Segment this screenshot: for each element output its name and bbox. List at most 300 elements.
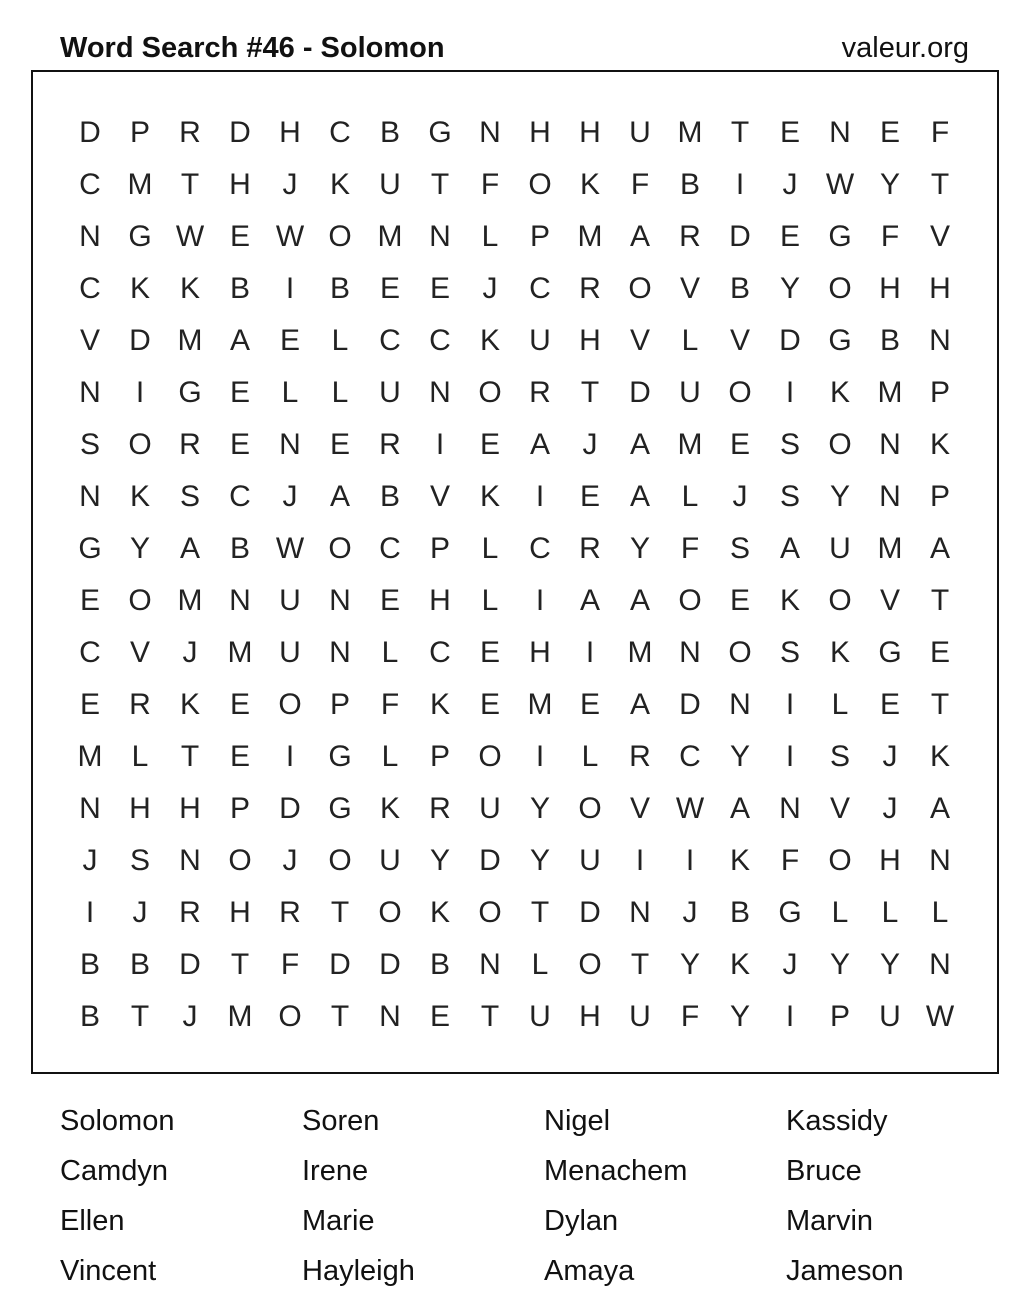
grid-letter[interactable]: N xyxy=(429,220,451,253)
grid-letter[interactable]: M xyxy=(877,376,903,409)
grid-letter[interactable]: J xyxy=(282,844,298,877)
grid-letter[interactable]: D xyxy=(329,948,351,981)
grid-letter[interactable]: N xyxy=(829,116,851,149)
grid-letter[interactable]: K xyxy=(429,896,450,929)
grid-letter[interactable]: N xyxy=(79,376,101,409)
grid-letter[interactable]: O xyxy=(378,896,402,929)
grid-letter[interactable]: H xyxy=(179,792,201,825)
grid-letter[interactable]: O xyxy=(628,272,652,305)
grid-letter[interactable]: N xyxy=(79,220,101,253)
grid-letter[interactable]: G xyxy=(328,740,352,773)
grid-letter[interactable]: E xyxy=(229,428,250,461)
grid-letter[interactable]: A xyxy=(629,480,650,513)
grid-letter[interactable]: L xyxy=(381,740,399,773)
grid-letter[interactable]: H xyxy=(429,584,451,617)
grid-letter[interactable]: N xyxy=(729,688,751,721)
grid-letter[interactable]: J xyxy=(182,1000,198,1033)
grid-letter[interactable]: W xyxy=(825,168,855,201)
grid-letter[interactable]: K xyxy=(479,324,500,357)
grid-letter[interactable]: A xyxy=(529,428,550,461)
grid-letter[interactable]: C xyxy=(529,272,551,305)
grid-letter[interactable]: P xyxy=(229,792,250,825)
grid-letter[interactable]: K xyxy=(129,272,150,305)
grid-letter[interactable]: G xyxy=(178,376,202,409)
grid-letter[interactable]: E xyxy=(579,480,600,513)
grid-letter[interactable]: N xyxy=(679,636,701,669)
grid-letter[interactable]: O xyxy=(828,428,852,461)
grid-letter[interactable]: E xyxy=(429,272,450,305)
grid-letter[interactable]: E xyxy=(729,428,750,461)
grid-letter[interactable]: S xyxy=(779,480,800,513)
grid-letter[interactable]: C xyxy=(379,324,401,357)
grid-letter[interactable]: E xyxy=(379,584,400,617)
grid-letter[interactable]: S xyxy=(829,740,850,773)
grid-letter[interactable]: K xyxy=(179,272,200,305)
grid-letter[interactable]: F xyxy=(780,844,800,877)
grid-letter[interactable]: O xyxy=(828,584,852,617)
grid-letter[interactable]: O xyxy=(228,844,252,877)
grid-letter[interactable]: V xyxy=(879,584,900,617)
grid-letter[interactable]: Y xyxy=(129,532,150,565)
grid-letter[interactable]: M xyxy=(877,532,903,565)
grid-letter[interactable]: K xyxy=(329,168,350,201)
grid-letter[interactable]: T xyxy=(580,376,600,409)
grid-letter[interactable]: S xyxy=(179,480,200,513)
grid-letter[interactable]: P xyxy=(129,116,150,149)
grid-letter[interactable]: U xyxy=(279,636,301,669)
grid-letter[interactable]: C xyxy=(79,168,101,201)
grid-letter[interactable]: T xyxy=(230,948,250,981)
grid-letter[interactable]: O xyxy=(828,272,852,305)
grid-letter[interactable]: M xyxy=(227,636,253,669)
grid-letter[interactable]: D xyxy=(279,792,301,825)
grid-letter[interactable]: J xyxy=(582,428,598,461)
grid-letter[interactable]: V xyxy=(129,636,150,669)
grid-letter[interactable]: R xyxy=(579,272,601,305)
grid-letter[interactable]: H xyxy=(929,272,951,305)
grid-letter[interactable]: E xyxy=(729,584,750,617)
grid-letter[interactable]: G xyxy=(78,532,102,565)
grid-letter[interactable]: I xyxy=(135,376,145,409)
grid-letter[interactable]: G xyxy=(878,636,902,669)
grid-letter[interactable]: O xyxy=(478,740,502,773)
grid-letter[interactable]: H xyxy=(529,636,551,669)
grid-letter[interactable]: F xyxy=(880,220,900,253)
grid-letter[interactable]: E xyxy=(479,428,500,461)
grid-letter[interactable]: Y xyxy=(679,948,700,981)
grid-letter[interactable]: R xyxy=(579,532,601,565)
grid-letter[interactable]: Y xyxy=(879,168,900,201)
grid-letter[interactable]: S xyxy=(779,428,800,461)
grid-letter[interactable]: I xyxy=(785,376,795,409)
grid-letter[interactable]: H xyxy=(129,792,151,825)
grid-letter[interactable]: J xyxy=(282,480,298,513)
grid-letter[interactable]: F xyxy=(380,688,400,721)
grid-letter[interactable]: U xyxy=(579,844,601,877)
grid-letter[interactable]: B xyxy=(79,1000,100,1033)
grid-letter[interactable]: T xyxy=(930,584,950,617)
grid-letter[interactable]: L xyxy=(881,896,899,929)
grid-letter[interactable]: J xyxy=(782,948,798,981)
grid-letter[interactable]: L xyxy=(481,532,499,565)
grid-letter[interactable]: S xyxy=(779,636,800,669)
grid-letter[interactable]: N xyxy=(929,844,951,877)
grid-letter[interactable]: W xyxy=(175,220,205,253)
grid-letter[interactable]: N xyxy=(879,480,901,513)
grid-letter[interactable]: K xyxy=(129,480,150,513)
grid-letter[interactable]: V xyxy=(829,792,850,825)
grid-letter[interactable]: O xyxy=(728,376,752,409)
grid-letter[interactable]: B xyxy=(129,948,150,981)
grid-letter[interactable]: K xyxy=(729,844,750,877)
grid-letter[interactable]: O xyxy=(578,792,602,825)
grid-letter[interactable]: I xyxy=(535,480,545,513)
grid-letter[interactable]: T xyxy=(730,116,750,149)
grid-letter[interactable]: R xyxy=(179,896,201,929)
grid-letter[interactable]: A xyxy=(179,532,200,565)
grid-letter[interactable]: N xyxy=(79,792,101,825)
grid-letter[interactable]: D xyxy=(729,220,751,253)
grid-letter[interactable]: B xyxy=(679,168,700,201)
grid-letter[interactable]: U xyxy=(629,116,651,149)
grid-letter[interactable]: N xyxy=(229,584,251,617)
grid-letter[interactable]: A xyxy=(729,792,750,825)
grid-letter[interactable]: A xyxy=(629,428,650,461)
grid-letter[interactable]: E xyxy=(479,636,500,669)
grid-letter[interactable]: W xyxy=(675,792,705,825)
grid-letter[interactable]: T xyxy=(630,948,650,981)
grid-letter[interactable]: N xyxy=(479,948,501,981)
grid-letter[interactable]: A xyxy=(629,220,650,253)
grid-letter[interactable]: T xyxy=(480,1000,500,1033)
grid-letter[interactable]: C xyxy=(679,740,701,773)
grid-letter[interactable]: F xyxy=(680,532,700,565)
grid-letter[interactable]: S xyxy=(129,844,150,877)
grid-letter[interactable]: E xyxy=(879,116,900,149)
grid-letter[interactable]: B xyxy=(729,896,750,929)
grid-letter[interactable]: E xyxy=(79,688,100,721)
grid-letter[interactable]: L xyxy=(831,896,849,929)
grid-letter[interactable]: O xyxy=(678,584,702,617)
grid-letter[interactable]: B xyxy=(729,272,750,305)
grid-letter[interactable]: K xyxy=(829,636,850,669)
grid-letter[interactable]: T xyxy=(330,1000,350,1033)
grid-letter[interactable]: I xyxy=(685,844,695,877)
grid-letter[interactable]: J xyxy=(132,896,148,929)
grid-letter[interactable]: K xyxy=(579,168,600,201)
grid-letter[interactable]: J xyxy=(882,740,898,773)
grid-letter[interactable]: L xyxy=(481,220,499,253)
grid-letter[interactable]: A xyxy=(629,584,650,617)
grid-letter[interactable]: H xyxy=(529,116,551,149)
grid-letter[interactable]: M xyxy=(377,220,403,253)
grid-letter[interactable]: N xyxy=(929,948,951,981)
grid-letter[interactable]: A xyxy=(629,688,650,721)
grid-letter[interactable]: M xyxy=(227,1000,253,1033)
grid-letter[interactable]: D xyxy=(129,324,151,357)
grid-letter[interactable]: Y xyxy=(879,948,900,981)
grid-letter[interactable]: O xyxy=(128,584,152,617)
grid-letter[interactable]: N xyxy=(379,1000,401,1033)
grid-letter[interactable]: I xyxy=(735,168,745,201)
grid-letter[interactable]: L xyxy=(581,740,599,773)
grid-letter[interactable]: T xyxy=(530,896,550,929)
grid-letter[interactable]: E xyxy=(229,740,250,773)
grid-letter[interactable]: T xyxy=(180,168,200,201)
grid-letter[interactable]: U xyxy=(379,844,401,877)
grid-letter[interactable]: B xyxy=(879,324,900,357)
grid-letter[interactable]: N xyxy=(479,116,501,149)
grid-letter[interactable]: T xyxy=(430,168,450,201)
grid-letter[interactable]: N xyxy=(279,428,301,461)
grid-letter[interactable]: U xyxy=(529,324,551,357)
grid-letter[interactable]: U xyxy=(829,532,851,565)
grid-letter[interactable]: O xyxy=(478,896,502,929)
grid-letter[interactable]: J xyxy=(682,896,698,929)
grid-letter[interactable]: B xyxy=(79,948,100,981)
grid-letter[interactable]: L xyxy=(681,324,699,357)
grid-letter[interactable]: T xyxy=(930,688,950,721)
grid-letter[interactable]: U xyxy=(629,1000,651,1033)
grid-letter[interactable]: K xyxy=(429,688,450,721)
grid-letter[interactable]: B xyxy=(379,480,400,513)
grid-letter[interactable]: E xyxy=(779,116,800,149)
grid-letter[interactable]: B xyxy=(329,272,350,305)
grid-letter[interactable]: U xyxy=(879,1000,901,1033)
grid-letter[interactable]: M xyxy=(627,636,653,669)
grid-letter[interactable]: F xyxy=(930,116,950,149)
grid-letter[interactable]: F xyxy=(630,168,650,201)
grid-letter[interactable]: P xyxy=(329,688,350,721)
grid-letter[interactable]: E xyxy=(579,688,600,721)
grid-letter[interactable]: R xyxy=(529,376,551,409)
grid-letter[interactable]: E xyxy=(479,688,500,721)
grid-letter[interactable]: U xyxy=(379,376,401,409)
grid-letter[interactable]: B xyxy=(379,116,400,149)
grid-letter[interactable]: C xyxy=(529,532,551,565)
grid-letter[interactable]: G xyxy=(828,220,852,253)
grid-letter[interactable]: G xyxy=(778,896,802,929)
grid-letter[interactable]: M xyxy=(177,584,203,617)
grid-letter[interactable]: E xyxy=(229,376,250,409)
grid-letter[interactable]: I xyxy=(435,428,445,461)
grid-letter[interactable]: T xyxy=(930,168,950,201)
grid-letter[interactable]: H xyxy=(879,844,901,877)
grid-letter[interactable]: B xyxy=(429,948,450,981)
grid-letter[interactable]: L xyxy=(531,948,549,981)
grid-letter[interactable]: Y xyxy=(779,272,800,305)
grid-letter[interactable]: E xyxy=(79,584,100,617)
grid-letter[interactable]: F xyxy=(280,948,300,981)
grid-letter[interactable]: P xyxy=(829,1000,850,1033)
grid-letter[interactable]: C xyxy=(329,116,351,149)
grid-letter[interactable]: W xyxy=(275,220,305,253)
grid-letter[interactable]: Y xyxy=(429,844,450,877)
grid-letter[interactable]: C xyxy=(79,272,101,305)
grid-letter[interactable]: P xyxy=(529,220,550,253)
grid-letter[interactable]: H xyxy=(229,168,251,201)
grid-letter[interactable]: M xyxy=(77,740,103,773)
grid-letter[interactable]: D xyxy=(229,116,251,149)
grid-letter[interactable]: L xyxy=(681,480,699,513)
grid-letter[interactable]: Y xyxy=(529,792,550,825)
grid-letter[interactable]: J xyxy=(82,844,98,877)
grid-letter[interactable]: T xyxy=(130,1000,150,1033)
grid-letter[interactable]: I xyxy=(635,844,645,877)
grid-letter[interactable]: R xyxy=(179,428,201,461)
grid-letter[interactable]: Y xyxy=(829,948,850,981)
grid-letter[interactable]: I xyxy=(285,740,295,773)
grid-letter[interactable]: O xyxy=(278,1000,302,1033)
grid-letter[interactable]: K xyxy=(179,688,200,721)
grid-letter[interactable]: U xyxy=(379,168,401,201)
grid-letter[interactable]: L xyxy=(381,636,399,669)
grid-letter[interactable]: P xyxy=(429,532,450,565)
grid-letter[interactable]: H xyxy=(579,116,601,149)
grid-letter[interactable]: R xyxy=(179,116,201,149)
grid-letter[interactable]: E xyxy=(429,1000,450,1033)
grid-letter[interactable]: O xyxy=(128,428,152,461)
grid-letter[interactable]: A xyxy=(929,792,950,825)
grid-letter[interactable]: L xyxy=(281,376,299,409)
grid-letter[interactable]: C xyxy=(379,532,401,565)
grid-letter[interactable]: K xyxy=(929,428,950,461)
grid-letter[interactable]: L xyxy=(931,896,949,929)
grid-letter[interactable]: I xyxy=(535,740,545,773)
grid-letter[interactable]: J xyxy=(732,480,748,513)
grid-letter[interactable]: C xyxy=(229,480,251,513)
grid-letter[interactable]: J xyxy=(182,636,198,669)
grid-letter[interactable]: O xyxy=(278,688,302,721)
grid-letter[interactable]: J xyxy=(882,792,898,825)
grid-letter[interactable]: N xyxy=(629,896,651,929)
grid-letter[interactable]: P xyxy=(429,740,450,773)
grid-letter[interactable]: W xyxy=(925,1000,955,1033)
grid-letter[interactable]: K xyxy=(729,948,750,981)
grid-letter[interactable]: U xyxy=(479,792,501,825)
grid-letter[interactable]: I xyxy=(585,636,595,669)
grid-letter[interactable]: R xyxy=(379,428,401,461)
grid-letter[interactable]: D xyxy=(629,376,651,409)
grid-letter[interactable]: N xyxy=(879,428,901,461)
grid-letter[interactable]: I xyxy=(535,584,545,617)
grid-letter[interactable]: O xyxy=(578,948,602,981)
grid-letter[interactable]: D xyxy=(379,948,401,981)
grid-letter[interactable]: F xyxy=(680,1000,700,1033)
grid-letter[interactable]: B xyxy=(229,532,250,565)
grid-letter[interactable]: V xyxy=(929,220,950,253)
grid-letter[interactable]: G xyxy=(128,220,152,253)
grid-letter[interactable]: D xyxy=(679,688,701,721)
grid-letter[interactable]: E xyxy=(229,688,250,721)
grid-letter[interactable]: V xyxy=(79,324,100,357)
grid-letter[interactable]: C xyxy=(79,636,101,669)
grid-letter[interactable]: L xyxy=(331,324,349,357)
grid-letter[interactable]: I xyxy=(785,740,795,773)
grid-letter[interactable]: A xyxy=(229,324,250,357)
grid-letter[interactable]: E xyxy=(379,272,400,305)
grid-letter[interactable]: B xyxy=(229,272,250,305)
grid-letter[interactable]: O xyxy=(328,220,352,253)
grid-letter[interactable]: D xyxy=(579,896,601,929)
grid-letter[interactable]: O xyxy=(478,376,502,409)
grid-letter[interactable]: S xyxy=(79,428,100,461)
grid-letter[interactable]: M xyxy=(577,220,603,253)
grid-letter[interactable]: K xyxy=(929,740,950,773)
grid-letter[interactable]: L xyxy=(831,688,849,721)
grid-letter[interactable]: E xyxy=(929,636,950,669)
grid-letter[interactable]: O xyxy=(828,844,852,877)
grid-letter[interactable]: N xyxy=(779,792,801,825)
grid-letter[interactable]: D xyxy=(479,844,501,877)
grid-letter[interactable]: U xyxy=(529,1000,551,1033)
grid-letter[interactable]: I xyxy=(85,896,95,929)
grid-letter[interactable]: J xyxy=(482,272,498,305)
grid-letter[interactable]: Y xyxy=(729,740,750,773)
grid-letter[interactable]: V xyxy=(429,480,450,513)
grid-letter[interactable]: Y xyxy=(829,480,850,513)
grid-letter[interactable]: L xyxy=(481,584,499,617)
grid-letter[interactable]: K xyxy=(379,792,400,825)
grid-letter[interactable]: Y xyxy=(629,532,650,565)
grid-letter[interactable]: H xyxy=(879,272,901,305)
grid-letter[interactable]: O xyxy=(728,636,752,669)
grid-letter[interactable]: L xyxy=(331,376,349,409)
grid-letter[interactable]: A xyxy=(579,584,600,617)
grid-letter[interactable]: Y xyxy=(529,844,550,877)
grid-letter[interactable]: U xyxy=(679,376,701,409)
grid-letter[interactable]: I xyxy=(785,1000,795,1033)
grid-letter[interactable]: E xyxy=(329,428,350,461)
grid-letter[interactable]: G xyxy=(828,324,852,357)
grid-letter[interactable]: D xyxy=(779,324,801,357)
grid-letter[interactable]: D xyxy=(79,116,101,149)
grid-letter[interactable]: I xyxy=(285,272,295,305)
grid-letter[interactable]: M xyxy=(177,324,203,357)
grid-letter[interactable]: N xyxy=(79,480,101,513)
grid-letter[interactable]: V xyxy=(629,324,650,357)
grid-letter[interactable]: N xyxy=(929,324,951,357)
grid-letter[interactable]: T xyxy=(180,740,200,773)
grid-letter[interactable]: H xyxy=(229,896,251,929)
grid-letter[interactable]: K xyxy=(829,376,850,409)
grid-letter[interactable]: E xyxy=(279,324,300,357)
grid-letter[interactable]: H xyxy=(579,324,601,357)
grid-letter[interactable]: R xyxy=(129,688,151,721)
grid-letter[interactable]: K xyxy=(779,584,800,617)
grid-letter[interactable]: F xyxy=(480,168,500,201)
grid-letter[interactable]: N xyxy=(329,584,351,617)
grid-letter[interactable]: U xyxy=(279,584,301,617)
grid-letter[interactable]: M xyxy=(677,116,703,149)
grid-letter[interactable]: S xyxy=(729,532,750,565)
grid-letter[interactable]: O xyxy=(528,168,552,201)
grid-letter[interactable]: N xyxy=(329,636,351,669)
grid-letter[interactable]: C xyxy=(429,324,451,357)
grid-letter[interactable]: R xyxy=(429,792,451,825)
grid-letter[interactable]: V xyxy=(729,324,750,357)
grid-letter[interactable]: D xyxy=(179,948,201,981)
grid-letter[interactable]: R xyxy=(679,220,701,253)
grid-letter[interactable]: A xyxy=(329,480,350,513)
grid-letter[interactable]: K xyxy=(479,480,500,513)
grid-letter[interactable]: V xyxy=(679,272,700,305)
grid-letter[interactable]: M xyxy=(677,428,703,461)
grid-letter[interactable]: V xyxy=(629,792,650,825)
grid-letter[interactable]: N xyxy=(429,376,451,409)
grid-letter[interactable]: A xyxy=(779,532,800,565)
grid-letter[interactable]: E xyxy=(879,688,900,721)
